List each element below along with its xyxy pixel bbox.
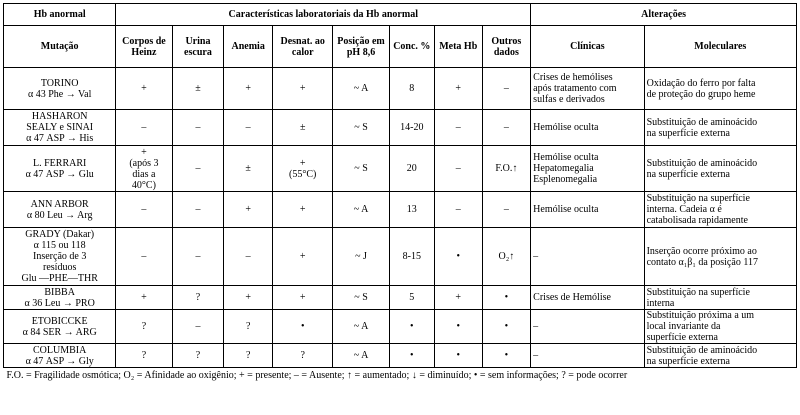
column-header-row [4, 26, 797, 68]
cell-line: (após 3 [129, 157, 159, 169]
cell-meta-hb: • [434, 228, 482, 286]
cell-line: α 47 ASP → His [26, 133, 94, 144]
cell-mutation [4, 286, 116, 310]
cell-line: Hepatomegalia [533, 163, 594, 174]
cell-meta-hb: – [434, 146, 482, 192]
cell-line: catabolisada rapidamente [646, 215, 748, 226]
cell-line: • [300, 321, 305, 332]
legend-footnote: F.O. = Fragilidade osmótica; O₂ = Afinidade ao oxigênio; + = presente; – = Ausente; ↑ = aumentado; ↓ = diminuído; • = sem informações; ? = pode ocorrer [6, 370, 628, 381]
cell-conc: 13 [389, 192, 434, 228]
cell-conc: 20 [389, 146, 434, 192]
cell-moleculares [644, 146, 796, 192]
cell-anemia: + [224, 192, 273, 228]
cell-clinicas [531, 344, 644, 368]
cell-moleculares [644, 344, 796, 368]
cell-desnat-calor [272, 344, 332, 368]
cell-line: ± [299, 122, 306, 133]
cell-line: interna [646, 297, 675, 309]
col-anemia: Anemia [224, 26, 273, 68]
cell-line: ? [141, 321, 147, 332]
cell-outros-dados: – [482, 192, 531, 228]
col-desnat-calor: Desnat. ao calor [272, 26, 332, 68]
col-moleculares: Moleculares [644, 26, 796, 68]
cell-mutation [4, 310, 116, 344]
cell-urina-escura: – [172, 310, 224, 344]
cell-anemia: + [224, 68, 273, 110]
cell-line: 40°C) [131, 179, 156, 191]
cell-posicao: ~ S [333, 110, 389, 146]
cell-conc: 5 [389, 286, 434, 310]
cell-urina-escura: – [172, 192, 224, 228]
cell-line: + [141, 146, 147, 158]
col-clinicas: Clínicas [531, 26, 644, 68]
cell-urina-escura: ? [172, 286, 224, 310]
cell-posicao: ~ A [333, 344, 389, 368]
col-outros-dados: Outros dados [482, 26, 531, 68]
col-meta-hb: Meta Hb [434, 26, 482, 68]
cell-line: Inserção de 3 [33, 251, 87, 262]
cell-line: SEALY e SINAI [26, 122, 94, 133]
cell-line: sulfas e derivados [533, 94, 605, 105]
cell-corpos-heinz [116, 110, 172, 146]
cell-urina-escura: – [172, 146, 224, 192]
cell-line: – [141, 122, 147, 133]
cell-line: resíduos [43, 262, 77, 273]
cell-clinicas [531, 110, 644, 146]
cell-meta-hb: – [434, 110, 482, 146]
cell-line: na superfície externa [646, 168, 730, 180]
cell-desnat-calor [272, 68, 332, 110]
cell-line: + [141, 83, 147, 94]
cell-line: ? [300, 350, 305, 361]
cell-corpos-heinz [116, 146, 172, 192]
col-conc: Conc. % [389, 26, 434, 68]
cell-mutation [4, 228, 116, 286]
cell-line: Substituição na superfície [646, 286, 750, 298]
cell-conc: • [389, 344, 434, 368]
cell-line: ANN ARBOR [30, 198, 89, 210]
cell-anemia: ? [224, 344, 273, 368]
cell-line: + [141, 292, 147, 303]
cell-conc: 8-15 [389, 228, 434, 286]
cell-meta-hb: + [434, 286, 482, 310]
table-row [4, 310, 797, 344]
cell-line: ETOBICCKE [31, 315, 88, 327]
cell-line: local invariante da [646, 321, 721, 332]
cell-moleculares [644, 310, 796, 344]
cell-moleculares [644, 192, 796, 228]
cell-corpos-heinz [116, 310, 172, 344]
cell-mutation [4, 68, 116, 110]
cell-corpos-heinz [116, 228, 172, 286]
cell-line: Esplenomegalia [533, 174, 598, 185]
cell-mutation [4, 110, 116, 146]
cell-line: interna. Cadeia α é [646, 204, 722, 215]
cell-posicao: ~ J [333, 228, 389, 286]
cell-moleculares [644, 110, 796, 146]
table-row [4, 146, 797, 192]
cell-line: – [533, 321, 539, 332]
cell-line: + [299, 157, 306, 169]
cell-desnat-calor [272, 228, 332, 286]
cell-line: após tratamento com [533, 83, 617, 94]
cell-meta-hb: – [434, 192, 482, 228]
cell-line: Hemólise oculta [533, 152, 599, 163]
cell-clinicas [531, 228, 644, 286]
cell-anemia: ? [224, 310, 273, 344]
cell-mutation [4, 146, 116, 192]
cell-line: Crises de hemólises [533, 72, 613, 83]
cell-desnat-calor [272, 286, 332, 310]
abnormal-hb-table [3, 3, 797, 384]
cell-corpos-heinz [116, 68, 172, 110]
cell-line: Substituição de aminoácido [646, 344, 758, 356]
cell-urina-escura: – [172, 110, 224, 146]
cell-line: Crises de Hemólise [533, 292, 611, 303]
col-corpos-heinz: Corpos de Heinz [116, 26, 172, 68]
cell-conc: • [389, 310, 434, 344]
cell-outros-dados: – [482, 110, 531, 146]
cell-corpos-heinz [116, 344, 172, 368]
cell-posicao: ~ A [333, 68, 389, 110]
table-row [4, 344, 797, 368]
col-mutacao: Mutação [4, 26, 116, 68]
cell-line: – [141, 204, 147, 215]
cell-outros-dados: – [482, 68, 531, 110]
table-row [4, 110, 797, 146]
cell-line: – [533, 350, 539, 361]
cell-posicao: ~ S [333, 286, 389, 310]
cell-desnat-calor [272, 192, 332, 228]
cell-anemia: ± [224, 146, 273, 192]
col-urina-escura: Urina escura [172, 26, 224, 68]
cell-posicao: ~ S [333, 146, 389, 192]
cell-clinicas [531, 310, 644, 344]
cell-line: Inserção ocorre próximo ao [646, 245, 757, 257]
cell-line: BIBBA [44, 286, 75, 298]
header-alteracoes: Alterações [531, 4, 797, 26]
cell-anemia: – [224, 228, 273, 286]
cell-line: TORINO [40, 77, 79, 89]
cell-line: Substituição na superfície [646, 193, 750, 204]
col-posicao-ph: Posição em pH 8,6 [333, 26, 389, 68]
hemoglobin-table-container [3, 3, 797, 384]
cell-line: COLUMBIA [33, 344, 87, 356]
cell-conc: 14-20 [389, 110, 434, 146]
cell-line: α 43 Phe → Val [27, 88, 92, 100]
cell-line: ? [141, 350, 147, 361]
cell-posicao: ~ A [333, 310, 389, 344]
cell-line: L. FERRARI [33, 157, 87, 169]
table-row [4, 192, 797, 228]
header-hb-anormal: Hb anormal [4, 4, 116, 26]
cell-line: – [533, 251, 539, 262]
cell-meta-hb: + [434, 68, 482, 110]
cell-line: α 115 ou 118 [33, 240, 86, 251]
cell-line: (55°C) [289, 168, 317, 180]
table-row [4, 228, 797, 286]
cell-line: HASHARON [31, 111, 88, 122]
cell-line: GRADY (Dakar) [25, 229, 95, 240]
cell-line: na superfície externa [646, 355, 730, 367]
cell-outros-dados: O₂↑ [482, 228, 531, 286]
cell-mutation [4, 344, 116, 368]
cell-mutation [4, 192, 116, 228]
cell-line: superfície externa [646, 332, 718, 343]
cell-corpos-heinz [116, 192, 172, 228]
cell-clinicas [531, 286, 644, 310]
cell-outros-dados: F.O.↑ [482, 146, 531, 192]
cell-desnat-calor [272, 110, 332, 146]
cell-line: Oxidação do ferro por falta [646, 77, 756, 89]
cell-line: Hemólise oculta [533, 122, 599, 133]
cell-outros-dados: • [482, 310, 531, 344]
cell-meta-hb: • [434, 310, 482, 344]
cell-conc: 8 [389, 68, 434, 110]
cell-line: α 36 Leu → PRO [24, 297, 95, 309]
cell-urina-escura: – [172, 228, 224, 286]
cell-line: na superfície externa [646, 127, 730, 139]
cell-desnat-calor [272, 146, 332, 192]
cell-clinicas [531, 192, 644, 228]
cell-line: dias a [132, 168, 156, 180]
cell-meta-hb: • [434, 344, 482, 368]
cell-clinicas [531, 146, 644, 192]
cell-urina-escura: ? [172, 344, 224, 368]
cell-desnat-calor [272, 310, 332, 344]
cell-moleculares [644, 228, 796, 286]
cell-line: α 80 Leu → Arg [26, 209, 93, 221]
cell-line: α 47 ASP → Glu [25, 168, 94, 180]
cell-line: α 47 ASP → Gly [25, 355, 94, 367]
cell-line: + [299, 292, 306, 303]
cell-line: Substituição de aminoácido [646, 116, 758, 128]
cell-line: Substituição próxima a um [646, 310, 755, 321]
cell-line: de proteção do grupo heme [646, 88, 756, 100]
cell-corpos-heinz [116, 286, 172, 310]
cell-line: – [141, 251, 147, 262]
cell-outros-dados: • [482, 344, 531, 368]
cell-moleculares [644, 68, 796, 110]
cell-line: + [299, 251, 306, 262]
cell-posicao: ~ A [333, 192, 389, 228]
cell-line: Glu —PHE—THR [21, 273, 98, 284]
header-lab-characteristics: Características laboratoriais da Hb anormal [116, 4, 531, 26]
table-body [4, 68, 797, 368]
cell-anemia: – [224, 110, 273, 146]
table-row [4, 286, 797, 310]
cell-clinicas [531, 68, 644, 110]
cell-line: + [299, 204, 306, 215]
cell-outros-dados: • [482, 286, 531, 310]
cell-line: contato α₁β₁ da posição 117 [646, 256, 758, 268]
table-row [4, 68, 797, 110]
cell-moleculares [644, 286, 796, 310]
cell-line: Substituição de aminoácido [646, 157, 758, 169]
cell-anemia: + [224, 286, 273, 310]
cell-line: + [299, 83, 306, 94]
cell-urina-escura: ± [172, 68, 224, 110]
cell-line: α 84 SER → ARG [22, 326, 97, 338]
cell-line: Hemólise oculta [533, 204, 599, 215]
